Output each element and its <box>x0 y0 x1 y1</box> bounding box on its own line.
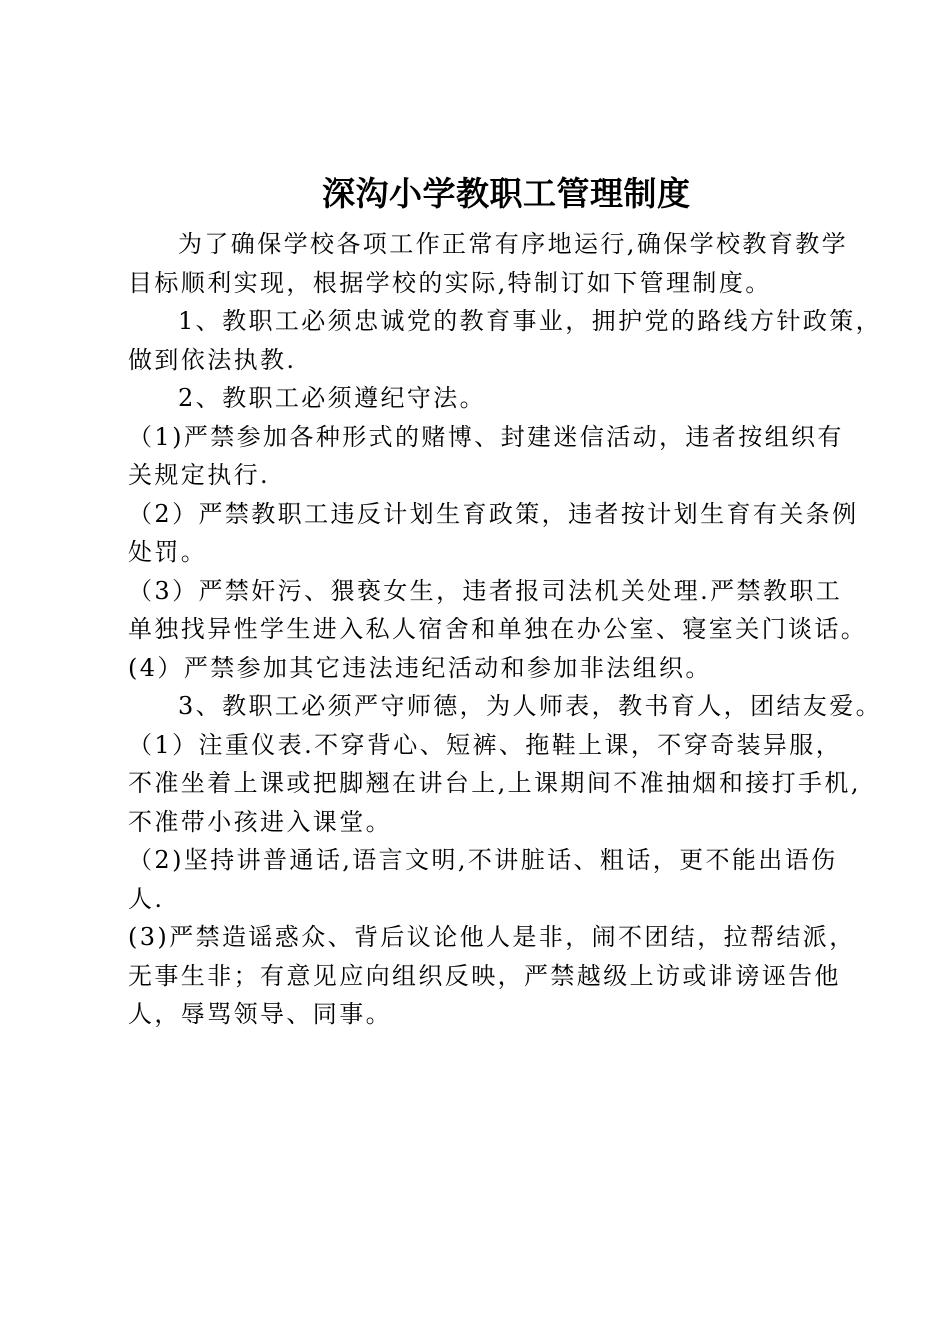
document-body <box>128 225 883 1034</box>
document-title: 深沟小学教职工管理制度 <box>322 174 691 213</box>
paragraph-line: 人. <box>128 884 165 913</box>
paragraph-line: （2)坚持讲普通话,语言文明,不讲脏话、粗话，更不能出语伤 <box>128 846 838 874</box>
paragraph-line: 为了确保学校各项工作正常有序地运行,确保学校教育教学 <box>178 230 849 258</box>
paragraph-line: 关规定执行. <box>128 461 271 489</box>
paragraph-line: (4）严禁参加其它违法违纪活动和参加非法组织。 <box>128 653 712 682</box>
paragraph-line: 3、教职工必须严守师德，为人师表，教书育人，团结友爱。 <box>178 692 883 720</box>
paragraph-line: 做到依法执教. <box>128 345 297 374</box>
paragraph-line: 不准坐着上课或把脚翘在讲台上,上课期间不准抽烟和接打手机, <box>128 769 861 797</box>
paragraph-line: 2、教职工必须遵纪守法。 <box>178 384 487 412</box>
paragraph-line: 1、教职工必须忠诚党的教育事业，拥护党的路线方针政策， <box>178 307 883 335</box>
paragraph-line: 单独找异性学生进入私人宿舍和单独在办公室、寝室关门谈话。 <box>128 615 868 643</box>
paragraph-line: 不准带小孩进入课堂。 <box>128 807 392 836</box>
paragraph-line: 处罚。 <box>128 538 208 566</box>
paragraph-line: （1)严禁参加各种形式的赌博、封建迷信活动，违者按组织有 <box>128 422 844 451</box>
paragraph-line: （1）注重仪表.不穿背心、短裤、拖鞋上课，不穿奇装异服， <box>128 730 843 759</box>
paragraph-line: 目标顺利实现，根据学校的实际,特制订如下管理制度。 <box>128 268 772 297</box>
paragraph-line: 无事生非；有意见应向组织反映，严禁越级上访或诽谤诬告他 <box>128 961 841 990</box>
paragraph-line: （3）严禁奸污、猥亵女生，违者报司法机关处理.严禁教职工 <box>128 576 843 605</box>
paragraph-line: （2）严禁教职工违反计划生育政策，违者按计划生育有关条例 <box>128 499 859 528</box>
paragraph-line: (3)严禁造谣惑众、背后议论他人是非，闹不团结，拉帮结派， <box>128 923 856 951</box>
paragraph-line: 人，辱骂领导、同事。 <box>128 1000 392 1028</box>
